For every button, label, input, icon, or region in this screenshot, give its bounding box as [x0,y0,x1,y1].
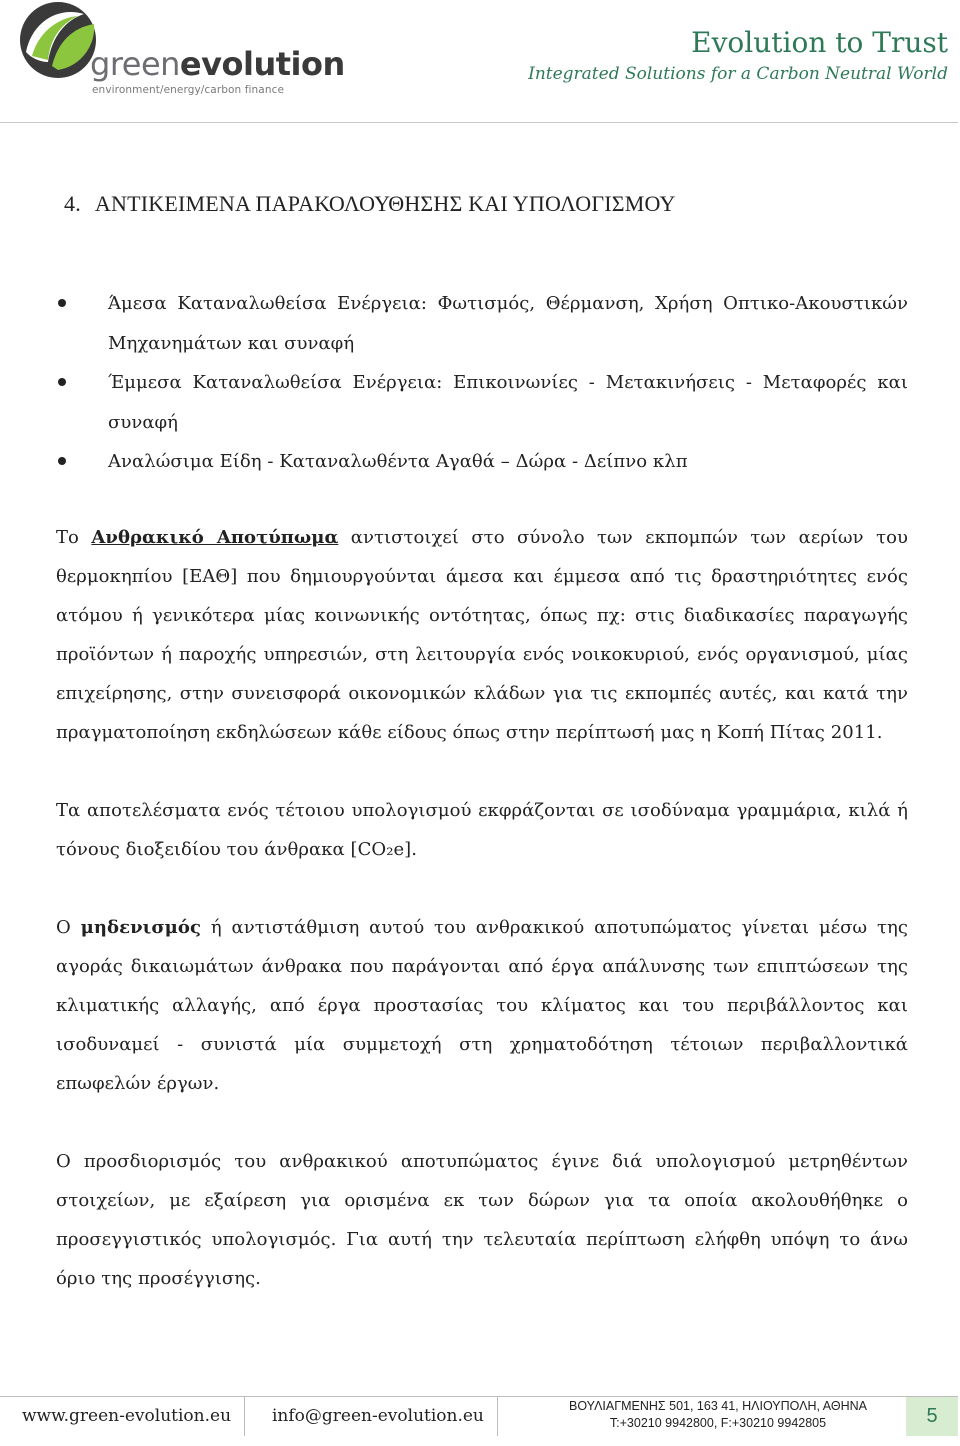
logo-tagline: environment/energy/carbon finance [92,84,285,96]
company-logo [18,0,345,100]
footer-separator [244,1396,245,1436]
footer-separator [497,1396,498,1436]
footer-email-link[interactable]: info@green-evolution.eu [272,1406,484,1426]
section-title: ΑΝΤΙΚΕΙΜΕΝΑ ΠΑΡΑΚΟΛΟΥΘΗΣΗΣ ΚΑΙ ΥΠΟΛΟΓΙΣΜΟΥ [94,191,676,216]
section-number: 4. [64,191,81,216]
footer-website-link[interactable]: www.green-evolution.eu [22,1406,232,1426]
paragraph-results: Τα αποτελέσματα ενός τέτοιου υπολογισμού εκφράζονται σε ισοδύναμα γραμμάρια, κιλά ή τόνους διοξειδίου του άνθρακα [CO₂e]. [56,799,908,860]
list-item: Έμμεσα Καταναλωθείσα Ενέργεια: Επικοινωνίες - Μετακινήσεις - Μεταφορές και συναφή [56,363,908,442]
page-footer [0,1396,960,1436]
header-title: Evolution to Trust [691,26,948,59]
paragraph-method: Ο προσδιορισμός του ανθρακικού αποτυπώματος έγινε διά υπολογισμού μετρηθέντων στοιχείων, με εξαίρεση για ορισμένα εκ των δώρων για τα οποία ακολουθήθηκε ο προσεγγιστικός υπολογισμός. Για αυτή την τελευταία περίπτωση ελήφθη υπόψη το άνω όριο της προσέγγισης. [56,1150,908,1289]
footer-address: ΒΟΥΛΙΑΓΜΕΝΗΣ 501, 163 41, ΗΛΙΟΥΠΟΛΗ, ΑΘΗΝΑ [569,1399,867,1413]
footer-divider [0,1396,958,1397]
page-number: 5 [906,1397,958,1436]
term-carbon-footprint: Ανθρακικό Αποτύπωμα [91,526,339,548]
header-divider [0,122,958,123]
document-body [56,186,908,1298]
paragraph-carbon-footprint: Το Ανθρακικό Αποτύπωμα αντιστοιχεί στο σύνολο των εκπομπών των αερίων του θερμοκηπίου [ΕΑΘ] που δημιουργούνται άμεσα και έμμεσα από τις δραστηριότητες ενός ατόμου ή γενικότερα μίας κοινωνικής οντότητας, όπως πχ: στις διαδικασίες παραγωγής προϊόντων ή παροχής υπηρεσιών, στη λειτουργία ενός νοικοκυριού, ενός οργανισμού, μίας επιχείρησης, στην συνεισφορά οικονομικών κλάδων για τις εκπομπές αυτές, και κατά την πραγματοποίηση εκδηλώσεων κάθε είδους όπως στην περίπτωσή μας η Κοπή Πίτας 2011. [56,526,908,743]
footer-phones: T:+30210 9942800, F:+30210 9942805 [609,1416,827,1430]
list-item: Άμεσα Καταναλωθείσα Ενέργεια: Φωτισμός, Θέρμανση, Χρήση Οπτικο-Ακουστικών Μηχανημάτων και συναφή [56,284,908,363]
bullet-list [56,284,908,482]
logo-wordmark: greenevolution [90,45,345,83]
footer-contact [528,1398,908,1438]
logo-mark-icon [18,0,98,80]
list-item: Αναλώσιμα Είδη - Καταναλωθέντα Αγαθά – Δώρα - Δείπνο κλπ [56,442,908,482]
header-subtitle: Integrated Solutions for a Carbon Neutral World [528,64,948,84]
page-header [0,0,960,124]
section-heading [64,186,908,222]
paragraph-offset: Ο μηδενισμός ή αντιστάθμιση αυτού του ανθρακικού αποτυπώματος γίνεται μέσω της αγοράς δικαιωμάτων άνθρακα που παράγονται από έργα απάλυνσης των επιπτώσεων της κλιματικής αλλαγής, από έργα προστασίας του κλίματος και του περιβάλλοντος και ισοδυναμεί - συνιστά μία συμμετοχή στη χρηματοδότηση τέτοιων περιβαλλοντικά επωφελών έργων. [56,916,908,1094]
term-neutralisation: μηδενισμός [80,916,201,938]
